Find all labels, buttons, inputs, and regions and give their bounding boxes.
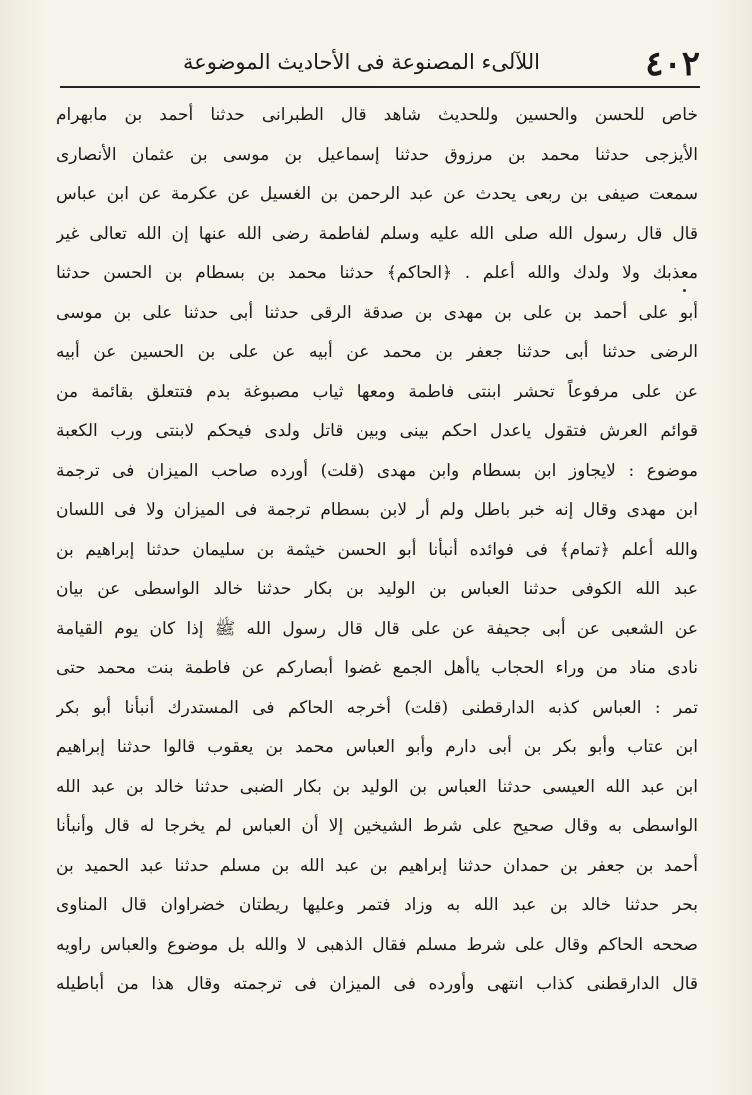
text-line: الواسطى به وقال صحيح على شرط الشيخين إلا أن العباس لم يخرجا له قال وأنبأنا (56, 816, 698, 836)
text-line: ابن عبد الله العيسى حدثنا العباس بن الوليد بن بكار الضبى حدثنا خالد بن عبد الله (56, 776, 698, 797)
margin-dot (683, 289, 686, 292)
text-line: قال قال رسول الله صلى الله عليه وسلم لفاطمة رضى الله عنها إن الله تعالى غير (56, 223, 698, 244)
header-rule (60, 86, 700, 88)
text-line: بحر حدثنا خالد بن عبد الله به وزاد فتمر وعليها ريطتان خضراوان قال المناوى (56, 895, 698, 915)
text-line: عن على مرفوعاً تحشر ابنتى فاطمة ومعها ثياب مصبوغة بدم فتتعلق بقائمة من (56, 381, 698, 402)
text-line: ابن مهدى وقال إنه خبر باطل ولم أر لابن بسطام ترجمة فى الميزان ولا فى اللسان (56, 500, 698, 520)
text-line: معذبك ولا ولدك والله أعلم . ﴿الحاكم﴾ حدثنا محمد بن بسطام بن الحسن حدثنا (56, 263, 698, 283)
text-line: سمعت صيفى بن ربعى يحدث عن عبد الرحمن بن الغسيل عن عكرمة عن ابن عباس (56, 184, 698, 204)
text-line: قال الدارقطنى كذاب انتهى وأورده فى الميزان فى ترجمته وقال هذا من أباطيله (56, 974, 698, 994)
text-line: عبد الله الكوفى حدثنا العباس بن الوليد بن بكار حدثنا خالد الواسطى عن بيان (56, 579, 698, 599)
text-line: الرضى حدثنا أبى حدثنا جعفر بن محمد عن أبيه عن على بن الحسين عن أبيه (56, 342, 698, 362)
text-line: موضوع : لايجاوز ابن بسطام وابن مهدى (قلت) أورده صاحب الميزان فى ترجمة (56, 460, 698, 481)
text-line: خاص للحسن والحسين وللحديث شاهد قال الطبرانى حدثنا أحمد بن مابهرام (56, 105, 698, 125)
text-line: قوائم العرش فتقول ياعدل احكم بينى وبين قاتل ولدى فيحكم لابنتى ورب الكعبة (56, 421, 698, 441)
text-line: نادى مناد من وراء الحجاب ياأهل الجمع غضوا أبصاركم عن فاطمة بنت محمد حتى (56, 658, 698, 678)
text-line: أحمد بن جعفر بن حمدان حدثنا إبراهيم بن عبد الله بن مسلم حدثنا عبد الحميد بن (56, 855, 698, 876)
text-line: عن الشعبى عن أبى جحيفة عن على قال قال رسول الله ﷺ إذا كان يوم القيامة (56, 618, 698, 639)
page-number: ٤٠٢ (645, 44, 700, 84)
text-line: والله أعلم ﴿تمام﴾ فى فوائده أنبأنا أبو الحسن خيثمة بن سليمان حدثنا إبراهيم بن (56, 539, 698, 560)
text-line: صححه الحاكم وقال على شرط مسلم فقال الذهبى لا والله بل موضوع والعباس راويه (56, 934, 698, 955)
text-line: ابن عتاب وأبو بكر بن أبى دارم وأبو العباس محمد بن يعقوب قالوا حدثنا إبراهيم (56, 737, 698, 757)
text-line: تمر : العباس كذبه الدارقطنى (قلت) أخرجه الحاكم فى المستدرك أنبأنا أبو بكر (56, 697, 698, 718)
body-text (56, 96, 698, 1005)
text-line: أبو على أحمد بن على بن مهدى بن صدقة الرقى حدثنا أبى حدثنا على بن موسى (56, 302, 698, 323)
running-title: اللآلىء المصنوعة فى الأحاديث الموضوعة (182, 50, 540, 74)
page-header (60, 40, 700, 88)
text-line: الأيزجى حدثنا محمد بن مرزوق حدثنا إسماعيل بن موسى بن عثمان الأنصارى (56, 144, 698, 165)
